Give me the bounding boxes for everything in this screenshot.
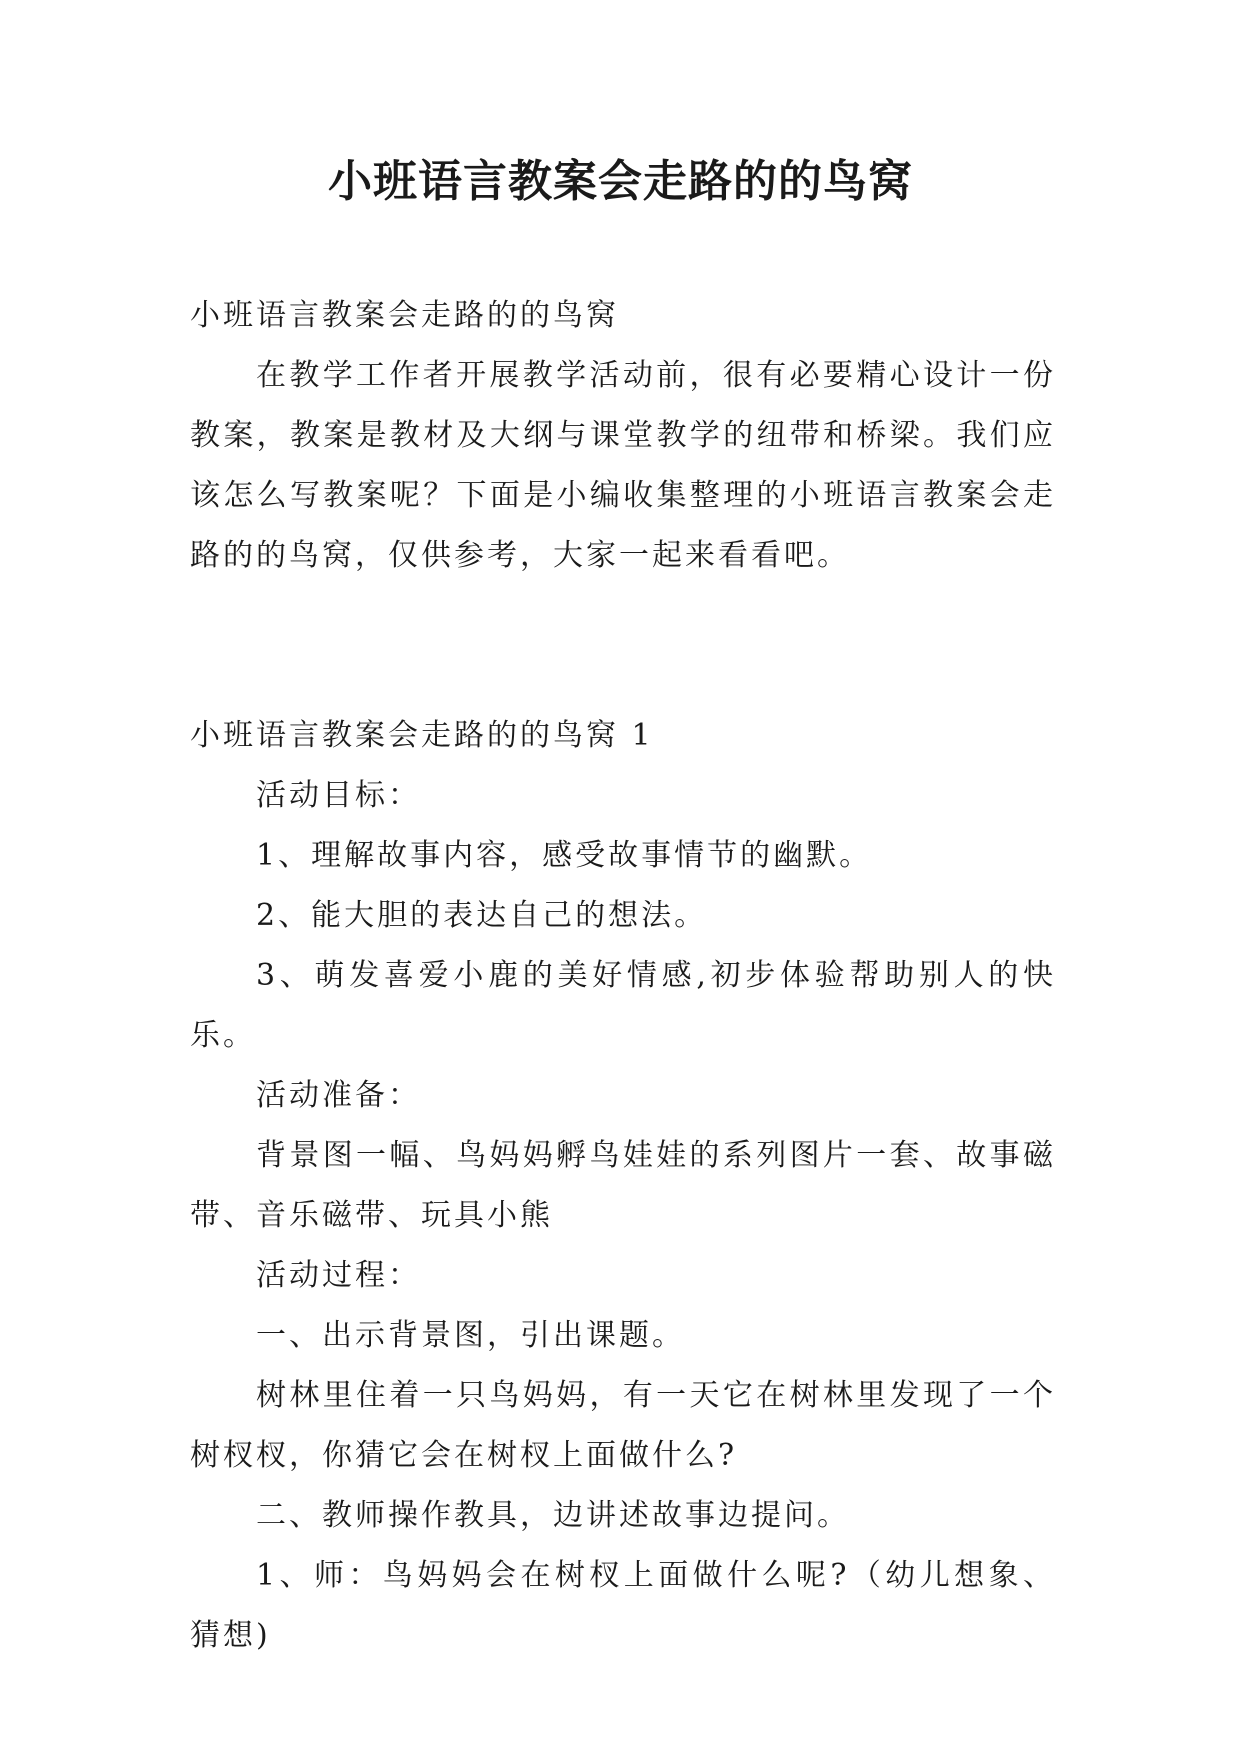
- document-title: 小班语言教案会走路的的鸟窝: [328, 156, 913, 207]
- teacher-question-paragraph: 1、师：鸟妈妈会在树杈上面做什么呢?（幼儿想象、猜想): [190, 1558, 1056, 1653]
- story-paragraph: 树林里住着一只鸟妈妈，有一天它在树林里发现了一个树杈杈，你猜它会在树杈上面做什么?: [190, 1378, 1056, 1473]
- preparation-paragraph: 背景图一幅、鸟妈妈孵鸟娃娃的系列图片一套、故事磁带、音乐磁带、玩具小熊: [190, 1138, 1056, 1233]
- objective-item: 3、萌发喜爱小鹿的美好情感,初步体验帮助别人的快乐。: [190, 958, 1056, 1053]
- preparation-heading: 活动准备：: [256, 1078, 421, 1113]
- objectives-heading: 活动目标：: [256, 778, 421, 813]
- intro-heading: 小班语言教案会走路的的鸟窝: [190, 298, 619, 333]
- objective-item: 2、能大胆的表达自己的想法。: [256, 898, 708, 933]
- intro-paragraph: 在教学工作者开展教学活动前，很有必要精心设计一份教案，教案是教材及大纲与课堂教学的纽带和桥梁。我们应该怎么写教案呢？下面是小编收集整理的小班语言教案会走路的的鸟窝，仅供参考，大家一起来看看吧。: [190, 358, 1056, 573]
- section-spacer: [190, 586, 1056, 706]
- section-heading: 小班语言教案会走路的的鸟窝 1: [190, 718, 654, 753]
- document-body: [190, 286, 1056, 1666]
- process-heading: 活动过程：: [256, 1258, 421, 1293]
- objective-item: 1、理解故事内容，感受故事情节的幽默。: [256, 838, 873, 873]
- process-step-heading: 二、教师操作教具，边讲述故事边提问。: [256, 1498, 850, 1533]
- process-step-heading: 一、出示背景图，引出课题。: [256, 1318, 685, 1353]
